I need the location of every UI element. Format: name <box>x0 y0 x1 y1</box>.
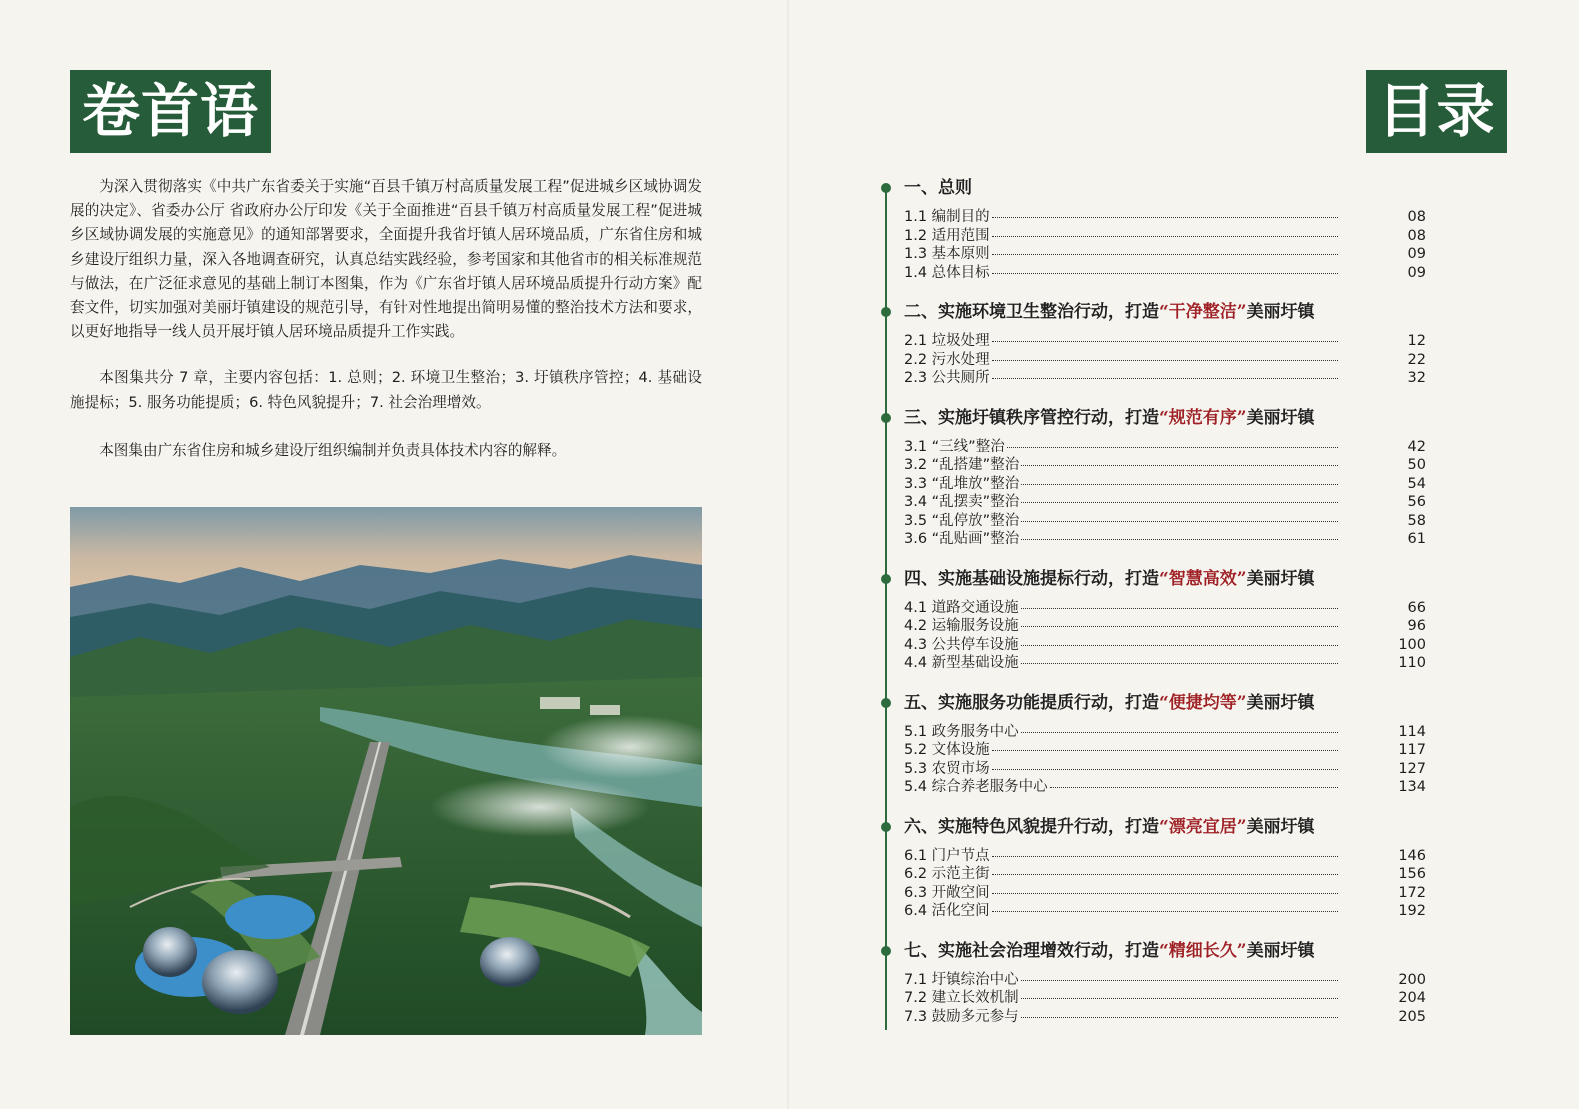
toc-item-label: 4.1 道路交通设施 <box>904 599 1019 616</box>
dot-leader <box>1021 626 1338 627</box>
toc-item[interactable] <box>904 971 1426 990</box>
toc-item-page-number: 54 <box>1407 475 1426 492</box>
dot-leader <box>1021 732 1338 733</box>
toc-item-page-number: 114 <box>1398 723 1426 740</box>
toc-item-list <box>886 599 1426 673</box>
left-page <box>0 0 789 1109</box>
chapter-title-suffix: 美丽圩镇 <box>1246 568 1315 589</box>
toc-item-list <box>886 723 1426 797</box>
toc-item-page-number: 58 <box>1407 512 1426 529</box>
dot-leader <box>1007 447 1338 448</box>
dot-leader <box>992 254 1338 255</box>
chapter-title-suffix: 美丽圩镇 <box>1246 816 1315 837</box>
chapter-title-highlight: “精细长久” <box>1159 940 1247 961</box>
toc-item[interactable] <box>904 264 1426 283</box>
toc-item[interactable] <box>904 512 1426 531</box>
toc-chapter-title[interactable] <box>886 813 1426 841</box>
toc-item[interactable] <box>904 884 1426 903</box>
dot-leader <box>992 360 1338 361</box>
toc-item-page-number: 127 <box>1398 760 1426 777</box>
dot-leader <box>1021 663 1338 664</box>
landscape-illustration <box>70 507 702 1035</box>
toc-item[interactable] <box>904 245 1426 264</box>
toc-chapter <box>886 174 1426 282</box>
dot-leader <box>992 893 1338 894</box>
dot-leader <box>1021 645 1338 646</box>
dot-leader <box>1021 608 1338 609</box>
toc-item[interactable] <box>904 654 1426 673</box>
dot-leader <box>992 874 1338 875</box>
dot-leader <box>1021 465 1338 466</box>
toc-item-page-number: 09 <box>1407 264 1426 281</box>
toc-item[interactable] <box>904 617 1426 636</box>
toc-item[interactable] <box>904 351 1426 370</box>
toc-item-label: 3.2 “乱搭建”整治 <box>904 457 1020 473</box>
dot-leader <box>1021 539 1338 540</box>
toc-item[interactable] <box>904 1008 1426 1027</box>
chapter-title-highlight: “智慧高效” <box>1159 568 1247 589</box>
chapter-title-highlight: “干净整洁” <box>1159 302 1247 322</box>
toc-item-page-number: 117 <box>1398 742 1426 758</box>
toc-item[interactable] <box>904 227 1426 246</box>
dot-leader <box>992 341 1338 342</box>
toc-item[interactable] <box>904 438 1426 457</box>
toc-item[interactable] <box>904 760 1426 779</box>
toc-item-list <box>886 438 1426 549</box>
toc-item-page-number: 134 <box>1398 779 1426 795</box>
toc-item-list <box>886 847 1426 921</box>
toc-item[interactable] <box>904 493 1426 512</box>
toc-item-label: 3.5 “乱停放”整治 <box>904 512 1020 529</box>
chapter-title-suffix: 美丽圩镇 <box>1246 407 1315 428</box>
foreword-paragraph-2: 本图集共分 7 章，主要内容包括：1. 总则；2. 环境卫生整治；3. 圩镇秩序管控；4. 基础设施提标；5. 服务功能提质；6. 特色风貌提升；7. 社会治理增效。 <box>70 369 702 411</box>
toc-item-list <box>886 208 1426 282</box>
toc-item-page-number: 205 <box>1398 1008 1426 1025</box>
toc-chapter-title[interactable] <box>886 689 1426 717</box>
toc-item-label: 4.2 运输服务设施 <box>904 618 1019 634</box>
dot-leader <box>992 378 1338 379</box>
toc-item-page-number: 08 <box>1407 209 1426 225</box>
toc-item-page-number: 172 <box>1398 884 1426 901</box>
timeline-dot-icon <box>881 574 891 584</box>
toc-item-label: 1.3 基本原则 <box>904 246 990 262</box>
toc-item[interactable] <box>904 865 1426 884</box>
toc-item-label: 5.3 农贸市场 <box>904 760 990 777</box>
chapter-title-prefix: 六、实施特色风貌提升行动，打造 <box>904 816 1159 837</box>
aerial-landscape-photo <box>70 507 702 1035</box>
foreword-text <box>70 175 702 487</box>
toc-item-label: 2.3 公共厕所 <box>904 370 990 386</box>
dot-leader <box>992 911 1338 912</box>
toc-item-label: 1.1 编制目的 <box>904 209 990 225</box>
toc-item-label: 3.4 “乱摆卖”整治 <box>904 494 1020 510</box>
chapter-title-prefix: 一、总则 <box>904 178 972 198</box>
toc-item-label: 6.2 示范主街 <box>904 866 990 882</box>
chapter-title-highlight: “漂亮宜居” <box>1159 816 1247 837</box>
toc-item-label: 3.6 “乱贴画”整治 <box>904 531 1020 547</box>
toc-item-page-number: 192 <box>1398 903 1426 919</box>
timeline-dot-icon <box>881 413 891 423</box>
toc-item[interactable] <box>904 778 1426 797</box>
dot-leader <box>1021 998 1338 999</box>
toc-chapter-title[interactable] <box>886 565 1426 593</box>
toc-item-page-number: 42 <box>1407 438 1426 455</box>
toc-item[interactable] <box>904 989 1426 1008</box>
toc-chapter-title[interactable] <box>886 937 1426 965</box>
toc-chapter-title[interactable] <box>886 298 1426 326</box>
chapter-title-prefix: 三、实施圩镇秩序管控行动，打造 <box>904 407 1159 428</box>
dot-leader <box>992 856 1338 857</box>
toc-item-label: 7.1 圩镇综治中心 <box>904 971 1019 988</box>
toc-item-label: 7.2 建立长效机制 <box>904 990 1019 1006</box>
toc-item[interactable] <box>904 636 1426 655</box>
toc-item[interactable] <box>904 741 1426 760</box>
dot-leader <box>992 273 1338 274</box>
toc-item-page-number: 200 <box>1398 971 1426 988</box>
toc-item[interactable] <box>904 369 1426 388</box>
chapter-title-prefix: 四、实施基础设施提标行动，打造 <box>904 568 1159 589</box>
chapter-title-suffix: 美丽圩镇 <box>1246 302 1315 322</box>
toc-item-page-number: 22 <box>1407 351 1426 368</box>
toc-item-page-number: 146 <box>1398 847 1426 864</box>
dot-leader <box>992 750 1338 751</box>
timeline-dot-icon <box>881 307 891 317</box>
toc-item-page-number: 08 <box>1407 227 1426 244</box>
toc-item-label: 2.1 垃圾处理 <box>904 333 990 349</box>
toc-chapter <box>886 565 1426 673</box>
toc-chapter <box>886 298 1426 388</box>
dot-leader <box>1021 521 1338 522</box>
toc-item-label: 5.2 文体设施 <box>904 742 990 758</box>
dot-leader <box>1021 484 1338 485</box>
toc-item-label: 4.4 新型基础设施 <box>904 655 1019 671</box>
toc-item-page-number: 61 <box>1407 531 1426 547</box>
toc-item-page-number: 100 <box>1398 636 1426 653</box>
chapter-title-prefix: 五、实施服务功能提质行动，打造 <box>904 692 1159 713</box>
toc-item[interactable] <box>904 723 1426 742</box>
toc-item[interactable] <box>904 530 1426 549</box>
timeline-dot-icon <box>881 698 891 708</box>
chapter-title-highlight: “规范有序” <box>1159 407 1247 428</box>
contents-title: 目录 <box>1366 70 1507 153</box>
toc-item-label: 3.3 “乱堆放”整治 <box>904 475 1020 492</box>
dot-leader <box>992 217 1338 218</box>
toc-chapter-title[interactable] <box>886 404 1426 432</box>
toc-item-page-number: 56 <box>1407 494 1426 510</box>
toc-item-label: 6.4 活化空间 <box>904 903 990 919</box>
toc-item-label: 1.4 总体目标 <box>904 264 990 281</box>
toc-item-page-number: 66 <box>1407 599 1426 616</box>
dot-leader <box>992 236 1338 237</box>
toc-item-label: 5.1 政务服务中心 <box>904 723 1019 740</box>
timeline-dot-icon <box>881 822 891 832</box>
toc-item-page-number: 204 <box>1398 990 1426 1006</box>
chapter-title-suffix: 美丽圩镇 <box>1246 692 1315 713</box>
toc-item-label: 1.2 适用范围 <box>904 227 990 244</box>
toc-chapter <box>886 404 1426 549</box>
toc-item-label: 3.1 “三线”整治 <box>904 438 1005 455</box>
toc-item-label: 7.3 鼓励多元参与 <box>904 1008 1019 1025</box>
chapter-title-prefix: 二、实施环境卫生整治行动，打造 <box>904 302 1159 322</box>
toc-item[interactable] <box>904 208 1426 227</box>
toc-item-list <box>886 332 1426 388</box>
toc-item-label: 4.3 公共停车设施 <box>904 636 1019 653</box>
toc-item[interactable] <box>904 902 1426 921</box>
chapter-title-suffix: 美丽圩镇 <box>1246 940 1315 961</box>
toc-item-label: 2.2 污水处理 <box>904 351 990 368</box>
toc-item-label: 5.4 综合养老服务中心 <box>904 779 1048 795</box>
foreword-paragraph-3: 本图集由广东省住房和城乡建设厅组织编制并负责具体技术内容的解释。 <box>99 441 567 459</box>
toc-item[interactable] <box>904 847 1426 866</box>
toc-chapter <box>886 813 1426 921</box>
toc-item[interactable] <box>904 475 1426 494</box>
timeline-dot-icon <box>881 946 891 956</box>
toc-item-page-number: 50 <box>1407 457 1426 473</box>
toc-item[interactable] <box>904 456 1426 475</box>
dot-leader <box>1021 502 1338 503</box>
toc-chapter <box>886 937 1426 1027</box>
toc-item-list <box>886 971 1426 1027</box>
toc-item-page-number: 110 <box>1398 655 1426 671</box>
chapter-title-highlight: “便捷均等” <box>1159 692 1247 713</box>
toc-item-page-number: 32 <box>1407 370 1426 386</box>
chapter-title-prefix: 七、实施社会治理增效行动，打造 <box>904 940 1159 961</box>
toc-item-label: 6.3 开敞空间 <box>904 884 990 901</box>
toc-item-page-number: 156 <box>1398 866 1426 882</box>
toc-item-page-number: 09 <box>1407 246 1426 262</box>
dot-leader <box>992 769 1338 770</box>
foreword-title: 卷首语 <box>70 70 271 153</box>
toc-item[interactable] <box>904 332 1426 351</box>
foreword-paragraph-1: 为深入贯彻落实《中共广东省委关于实施“百县千镇万村高质量发展工程”促进城乡区域协调发展的决定》、省委办公厅 省政府办公厅印发《关于全面推进“百县千镇万村高质量发展工程”促进城乡区域协调发展的实施意见》的通知部署要求，全面提升我省圩镇人居环境品质，广东省住房和城乡建设厅组织力量，深入各地调查研究，认真总结实践经验，参考国家和其他省市的相关标准规范与做法，在广泛征求意见的基础上制订本图集，作为《广东省圩镇人居环境品质提升行动方案》配套文件，切实加强对美丽圩镇建设的规范引导，有针对性地提出简明易懂的整治技术方法和要求，以更好地指导一线人员开展圩镇人居环境品质提升工作实践。 <box>70 178 702 341</box>
dot-leader <box>1021 1017 1338 1018</box>
table-of-contents <box>886 174 1426 1026</box>
dot-leader <box>1021 980 1338 981</box>
toc-chapter <box>886 689 1426 797</box>
timeline-dot-icon <box>881 183 891 193</box>
toc-item-page-number: 96 <box>1407 618 1426 634</box>
toc-item-page-number: 12 <box>1407 333 1426 349</box>
toc-chapter-title[interactable] <box>886 174 1426 202</box>
right-page <box>790 0 1579 1109</box>
toc-item-label: 6.1 门户节点 <box>904 847 990 864</box>
toc-item[interactable] <box>904 599 1426 618</box>
dot-leader <box>1050 787 1338 788</box>
